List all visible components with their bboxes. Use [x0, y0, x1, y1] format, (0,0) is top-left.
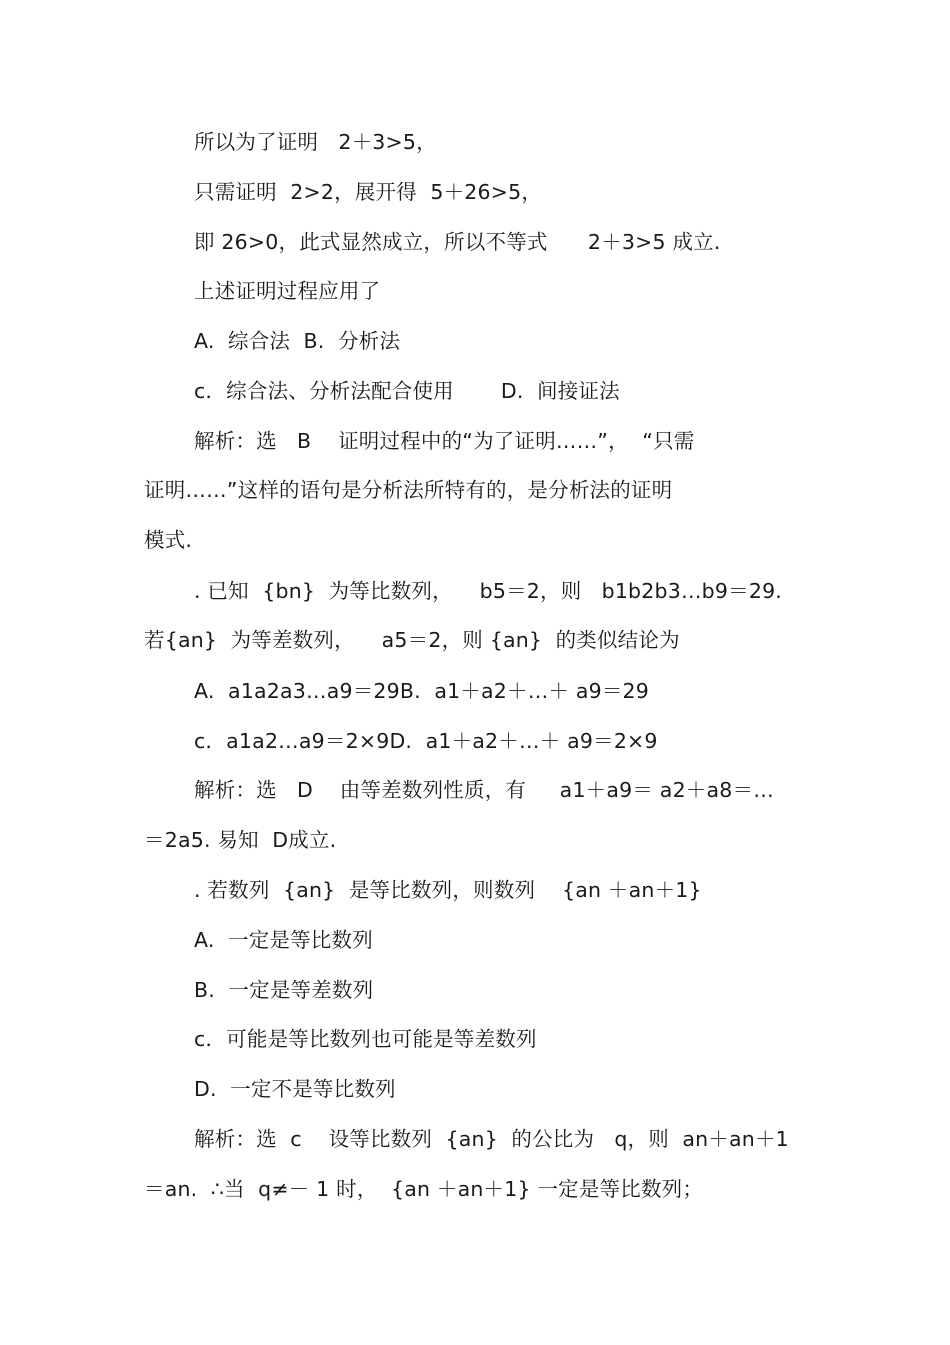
- question-line: 若{an} 为等差数列， a5＝2，则 {an} 的类似结论为: [144, 628, 680, 652]
- solution-line: 证明……”这样的语句是分析法所特有的，是分析法的证明: [144, 478, 673, 502]
- solution-line: 解析：选 D 由等差数列性质，有 a1＋a9＝ a2＋a8＝…: [194, 778, 774, 802]
- solution-line: 解析：选 c 设等比数列 {an} 的公比为 q，则 an＋an＋1: [194, 1127, 789, 1151]
- option-line: c．综合法、分析法配合使用 D. 间接证法: [194, 379, 620, 403]
- option-line: A. 一定是等比数列: [194, 928, 373, 952]
- solution-line: ＝2a5. 易知 D成立.: [144, 828, 337, 852]
- text-line: 即 26>0，此式显然成立，所以不等式 2＋3>5 成立.: [194, 230, 721, 254]
- option-line: A. a1a2a3…a9＝29B. a1＋a2＋…＋ a9＝29: [194, 679, 650, 703]
- option-line: A. 综合法 B. 分析法: [194, 329, 401, 353]
- text-line: 只需证明 2>2，展开得 5＋26>5，: [194, 180, 543, 204]
- question-line: . 若数列 {an} 是等比数列，则数列 {an ＋an＋1}: [194, 878, 702, 902]
- option-line: B. 一定是等差数列: [194, 978, 374, 1002]
- option-line: D. 一定不是等比数列: [194, 1077, 396, 1101]
- text-line: 上述证明过程应用了: [194, 279, 381, 303]
- option-line: c．a1a2…a9＝2×9D. a1＋a2＋…＋ a9＝2×9: [194, 729, 658, 753]
- solution-line: 解析：选 B 证明过程中的“为了证明……”， “只需: [194, 429, 695, 453]
- solution-line: 模式.: [144, 528, 193, 552]
- text-line: 所以为了证明 2＋3>5，: [194, 130, 437, 154]
- question-line: . 已知 {bn} 为等比数列， b5＝2，则 b1b2b3…b9＝29.: [194, 579, 783, 603]
- option-line: c．可能是等比数列也可能是等差数列: [194, 1027, 537, 1051]
- solution-line: ＝an. ∴当 q≠－ 1 时， {an ＋an＋1} 一定是等比数列；: [144, 1177, 704, 1201]
